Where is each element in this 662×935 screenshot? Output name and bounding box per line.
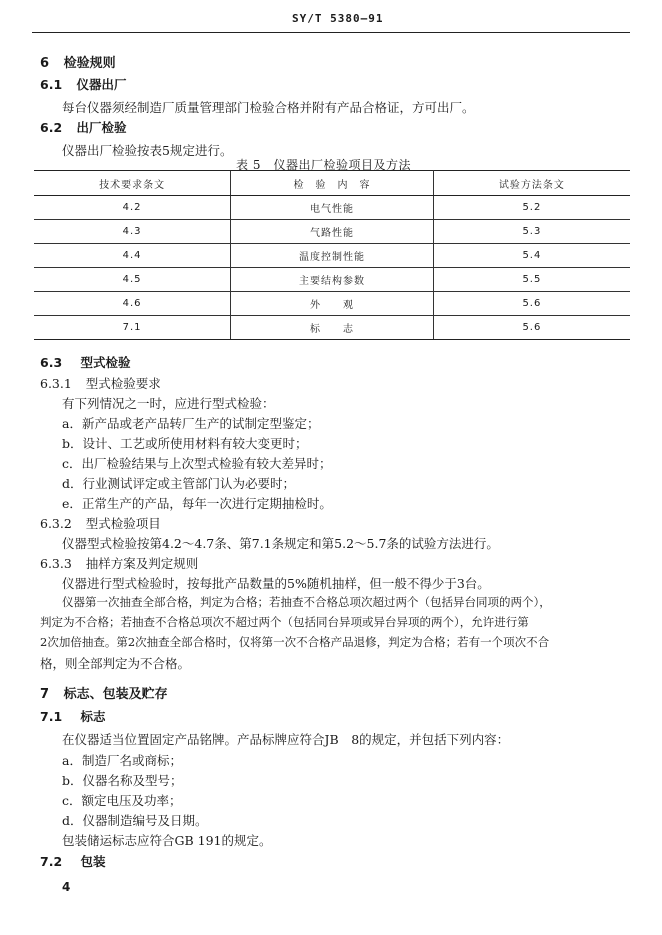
table-cell: 5.6: [433, 292, 630, 316]
table-cell: 5.4: [433, 244, 630, 268]
section-6-heading: [40, 52, 116, 71]
section-title: 包装: [80, 854, 106, 869]
section-number: 6.1: [40, 77, 63, 92]
table-cell: 4.2: [34, 196, 231, 220]
paragraph: 有下列情况之一时，应进行型式检验：: [62, 396, 275, 411]
table-cell: 4.4: [34, 244, 231, 268]
table-cell: 电气性能: [231, 196, 434, 220]
section-7-heading: [40, 683, 168, 702]
subsection-6-3-2-heading: [40, 514, 161, 532]
table-cell: 5.2: [433, 196, 630, 220]
subsection-6-3-1-heading: [40, 374, 161, 392]
section-6-1-heading: [40, 75, 127, 93]
list-item: b．仪器名称及型号；: [62, 773, 183, 788]
list-item: a．制造厂名或商标；: [62, 753, 182, 768]
section-6-3-heading: [40, 353, 131, 371]
paragraph: 仪器型式检验按第4.2～4.7条、第7.1条规定和第5.2～5.7条的试验方法进行。: [62, 536, 499, 551]
header-rule: [32, 32, 630, 33]
paragraph-line: 格，则全部判定为不合格。: [40, 656, 191, 671]
paragraph-line: 判定为不合格；若抽查不合格总项次不超过两个（包括同台异项或异台异项的两个），允许进行第: [40, 615, 529, 629]
paragraph: 仪器出厂检验按表5规定进行。: [62, 143, 233, 158]
section-title: 检验规则: [63, 56, 116, 71]
table-cell: 外 观: [231, 292, 434, 316]
column-header: 检 验 内 容: [231, 171, 434, 196]
paragraph-line: 仪器第一次抽查全部合格，判定为合格；若抽查不合格总项次超过两个（包括异台同项的两个），: [62, 595, 551, 609]
paragraph-line: 2次加倍抽查。第2次抽查全部合格时，仅将第一次不合格产品退修，判定为合格；若有一个项次不合: [40, 635, 550, 649]
table-cell: 4.5: [34, 268, 231, 292]
table-cell: 5.6: [433, 316, 630, 340]
section-number: 7.2: [40, 854, 63, 869]
column-header: 技术要求条文: [34, 171, 231, 196]
section-7-1-heading: [40, 707, 106, 725]
table-row: [34, 244, 630, 268]
list-item: b．设计、工艺或所使用材料有较大变更时；: [62, 436, 308, 451]
page-number: 4: [62, 880, 71, 894]
section-number: 6.3: [40, 355, 63, 370]
section-number: 7.1: [40, 709, 63, 724]
table-row: [34, 220, 630, 244]
table-cell: 5.3: [433, 220, 630, 244]
list-item: e．正常生产的产品，每年一次进行定期抽检时。: [62, 496, 332, 511]
table-cell: 气路性能: [231, 220, 434, 244]
section-title: 型式检验项目: [85, 516, 161, 531]
table-cell: 5.5: [433, 268, 630, 292]
table-cell: 标 志: [231, 316, 434, 340]
table-row: [34, 268, 630, 292]
section-number: 6.2: [40, 120, 63, 135]
section-number: 6.3.3: [40, 556, 72, 571]
column-header: 试验方法条文: [433, 171, 630, 196]
list-item: d．仪器制造编号及日期。: [62, 813, 208, 828]
table-cell: 温度控制性能: [231, 244, 434, 268]
section-number: 6: [40, 56, 50, 71]
list-item: c．额定电压及功率；: [62, 793, 182, 808]
section-title: 型式检验要求: [85, 376, 161, 391]
section-title: 标志: [80, 709, 106, 724]
list-item: c．出厂检验结果与上次型式检验有较大差异时；: [62, 456, 332, 471]
table-row: [34, 292, 630, 316]
paragraph: 在仪器适当位置固定产品铭牌。产品标牌应符合JB 8的规定，并包括下列内容：: [62, 732, 510, 747]
table-row: [34, 316, 630, 340]
section-6-2-heading: [40, 118, 127, 136]
table-caption: 表 5 仪器出厂检验项目及方法: [236, 158, 411, 172]
subsection-6-3-3-heading: [40, 554, 198, 572]
list-item: a．新产品或老产品转厂生产的试制定型鉴定；: [62, 416, 320, 431]
paragraph: 每台仪器须经制造厂质量管理部门检验合格并附有产品合格证，方可出厂。: [62, 100, 475, 115]
table-cell: 7.1: [34, 316, 231, 340]
section-title: 标志、包装及贮存: [63, 687, 168, 702]
table-cell: 4.3: [34, 220, 231, 244]
table-cell: 主要结构参数: [231, 268, 434, 292]
section-number: 6.3.2: [40, 516, 72, 531]
standard-code: SY/T 5380—91: [292, 12, 384, 25]
section-7-2-heading: [40, 852, 106, 870]
table-header-row: [34, 171, 630, 196]
paragraph: 仪器进行型式检验时，按每批产品数量的5%随机抽样，但一般不得少于3台。: [62, 576, 490, 591]
section-title: 抽样方案及判定规则: [85, 556, 199, 571]
table-row: [34, 196, 630, 220]
section-number: 6.3.1: [40, 376, 72, 391]
section-number: 7: [40, 687, 50, 702]
section-title: 型式检验: [80, 355, 131, 370]
paragraph: 包装储运标志应符合GB 191的规定。: [62, 833, 272, 848]
list-item: d．行业测试评定或主管部门认为必要时；: [62, 476, 296, 491]
section-title: 出厂检验: [76, 120, 127, 135]
section-title: 仪器出厂: [76, 77, 127, 92]
table-cell: 4.6: [34, 292, 231, 316]
inspection-table: [34, 170, 630, 340]
